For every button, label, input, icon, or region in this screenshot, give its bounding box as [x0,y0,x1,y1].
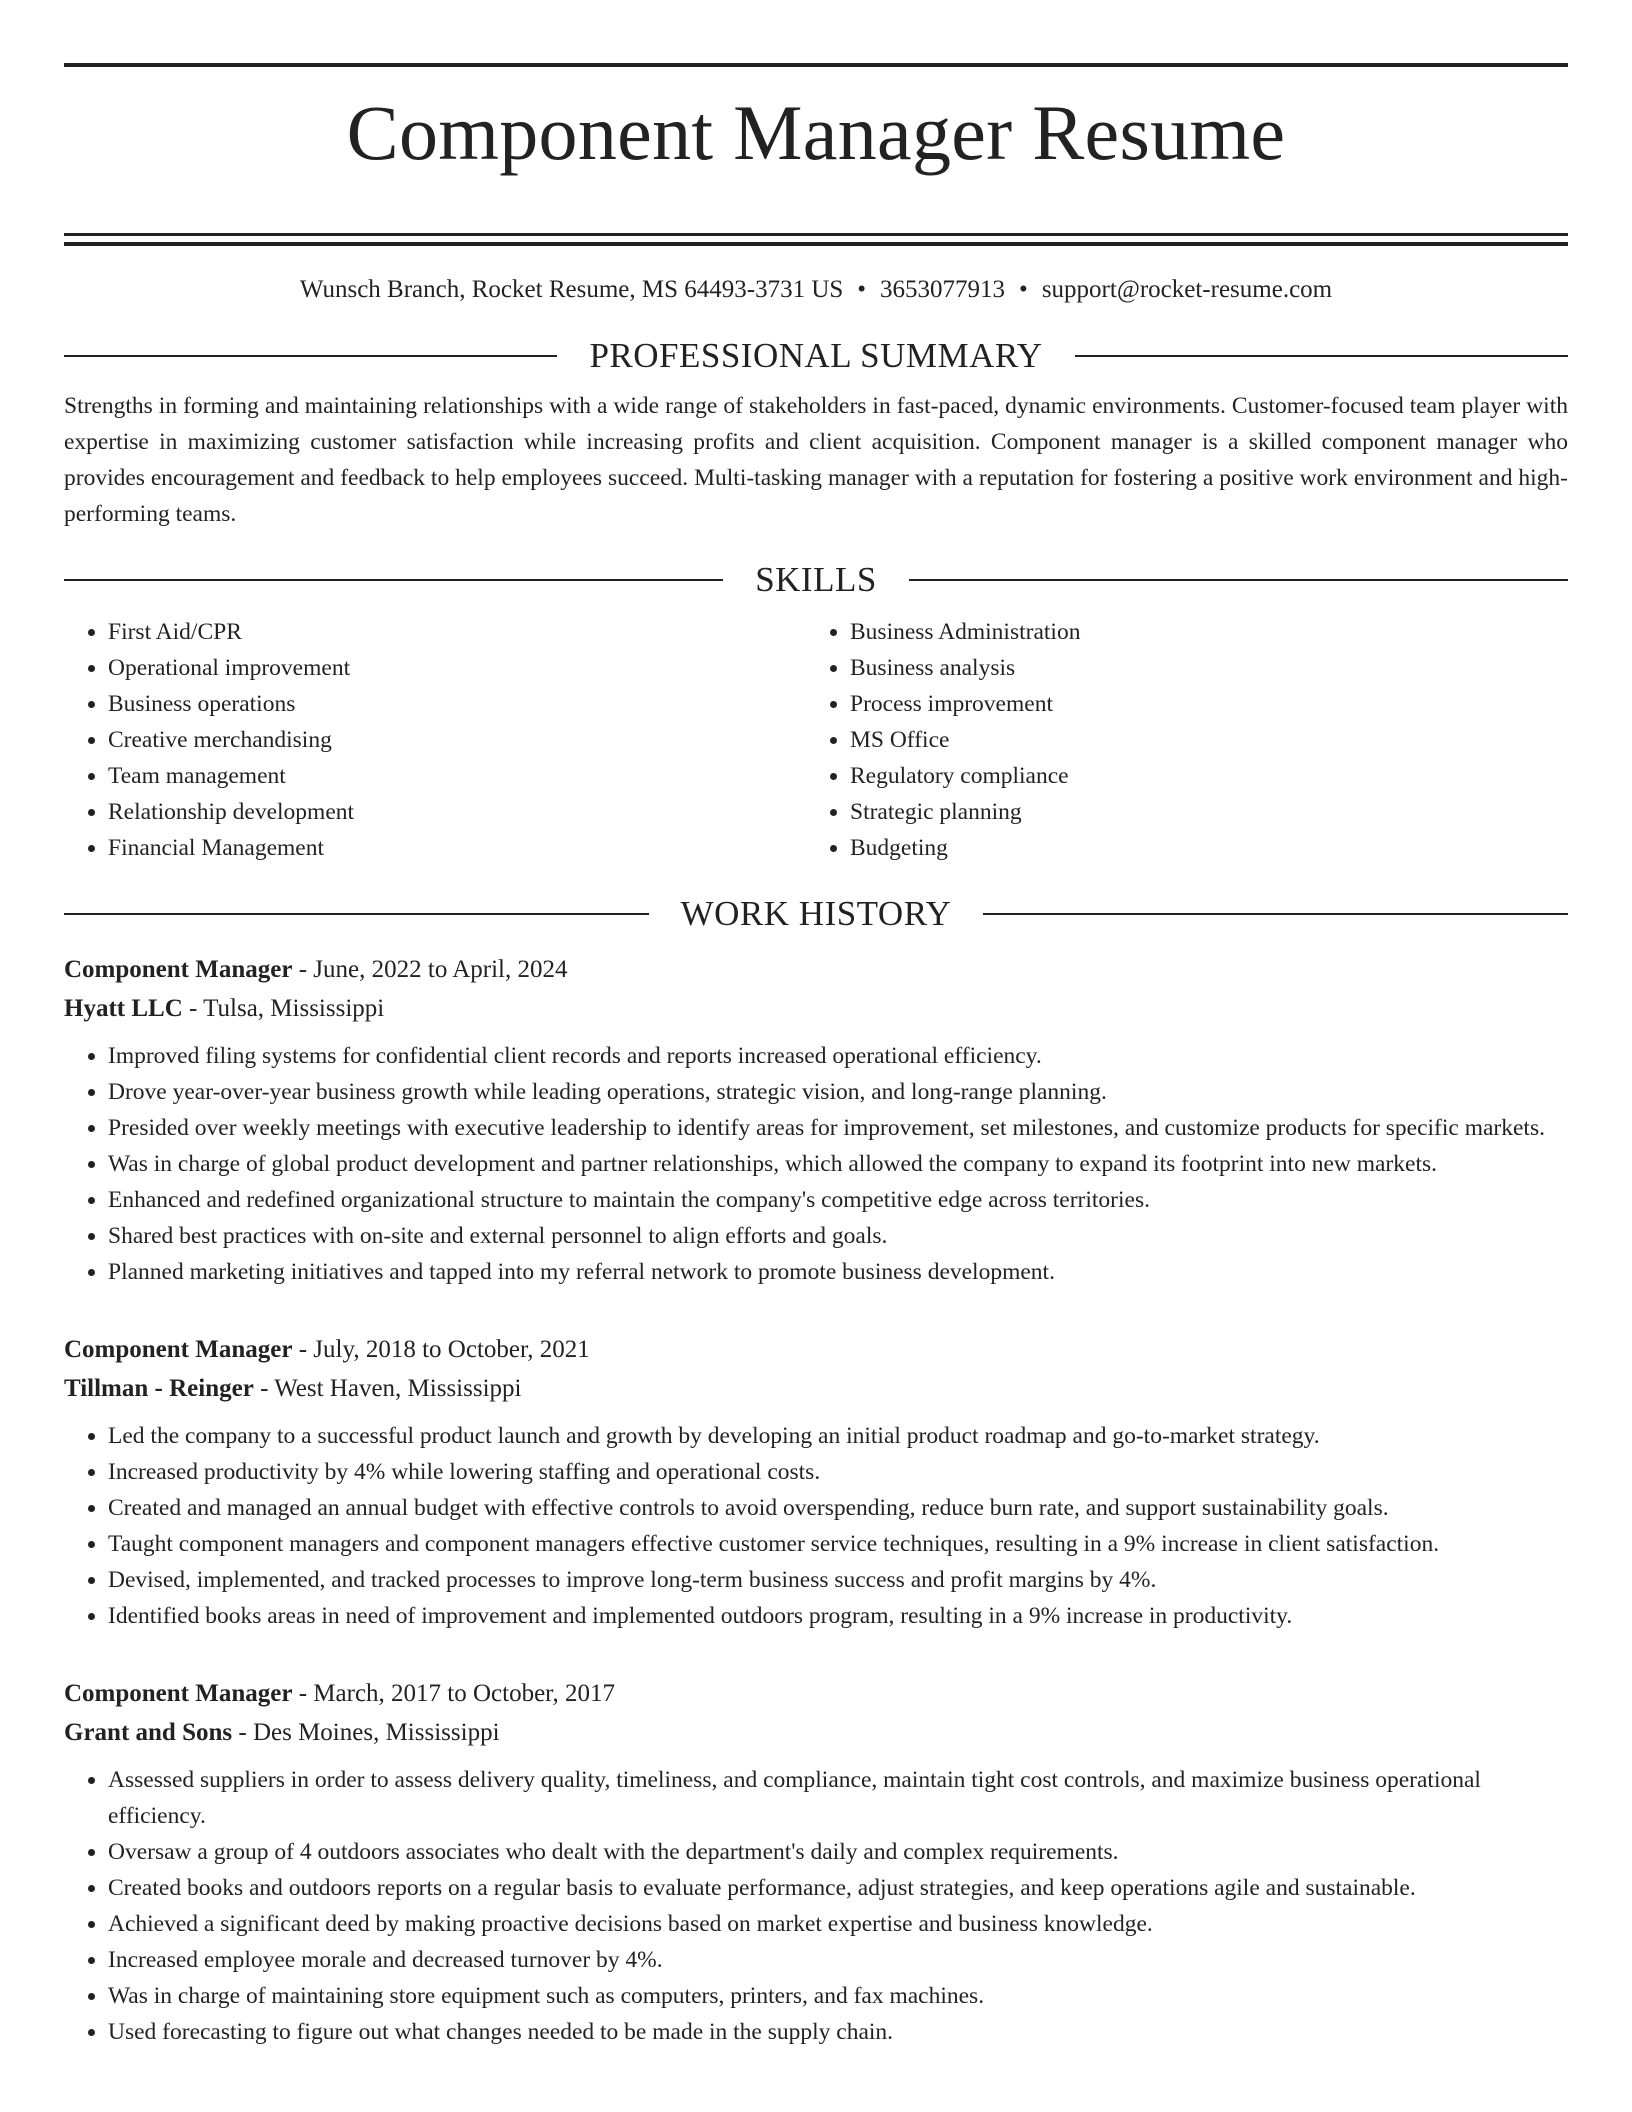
contact-line [64,272,1568,308]
contact-phone: 3653077913 [880,276,1006,304]
job-company-line [64,1713,1568,1752]
section-heading-work [64,892,1568,936]
job-entry [64,950,1568,1290]
job-dates: July, 2018 to October, 2021 [313,1336,590,1364]
dash: - [292,1336,314,1364]
skill-item: • Operational improvement [108,650,806,686]
skill-item: • Budgeting [850,830,1548,866]
dash: - [182,995,204,1023]
job-company: Tillman - Reinger [64,1375,254,1403]
job-title-line [64,1330,1568,1369]
section-heading-skills [64,558,1568,602]
job-bullet: • Created books and outdoors reports on a regular basis to evaluate performance, adjust strategies, and keep operations agile and sustainable. [108,1870,1568,1906]
skill-item: • Relationship development [108,794,806,830]
skills-column-right [806,614,1548,866]
skill-item: • Process improvement [850,686,1548,722]
job-bullet: • Planned marketing initiatives and tapped into my referral network to promote business development. [108,1254,1568,1290]
job-location: West Haven, Mississippi [274,1375,522,1403]
skill-item: • First Aid/CPR [108,614,806,650]
job-company: Grant and Sons [64,1719,233,1747]
dash: - [292,956,314,984]
skill-item: • Regulatory compliance [850,758,1548,794]
job-bullet: • Achieved a significant deed by making proactive decisions based on market expertise and business knowledge. [108,1906,1568,1942]
section-heading-summary [64,334,1568,378]
skill-item: • Financial Management [108,830,806,866]
job-dates: March, 2017 to October, 2017 [313,1680,616,1708]
skill-item: • Strategic planning [850,794,1548,830]
work-history-list [64,950,1568,2050]
job-location: Des Moines, Mississippi [252,1719,500,1747]
job-bullet: • Devised, implemented, and tracked processes to improve long-term business success and profit margins by 4%. [108,1562,1568,1598]
job-role: Component Manager [64,1680,293,1708]
heading-rule-right [983,913,1568,915]
skill-item: • MS Office [850,722,1548,758]
job-bullet: • Identified books areas in need of improvement and implemented outdoors program, resulting in a 9% increase in productivity. [108,1598,1568,1634]
dash: - [253,1375,275,1403]
skills-list [64,614,1568,866]
job-entry [64,1674,1568,2050]
skill-item: • Business Administration [850,614,1548,650]
job-title-line [64,1674,1568,1713]
section-title: SKILLS [755,560,877,600]
job-bullet: • Increased employee morale and decreased turnover by 4%. [108,1942,1568,1978]
skill-item: • Business operations [108,686,806,722]
job-bullets [64,1418,1568,1634]
job-role: Component Manager [64,956,293,984]
job-bullet: • Shared best practices with on-site and external personnel to align efforts and goals. [108,1218,1568,1254]
job-title-line [64,950,1568,989]
job-bullet: • Assessed suppliers in order to assess delivery quality, timeliness, and compliance, maintain tight cost controls, and maximize business operational efficiency. [108,1762,1568,1834]
skill-item: • Creative merchandising [108,722,806,758]
job-bullet: • Presided over weekly meetings with executive leadership to identify areas for improvement, set milestones, and customize products for specific markets. [108,1110,1568,1146]
heading-rule-left [64,579,723,581]
job-location: Tulsa, Mississippi [203,995,385,1023]
top-rule [64,63,1568,67]
page-title: Component Manager Resume [346,89,1286,176]
heading-rule-left [64,355,557,357]
contact-address: Wunsch Branch, Rocket Resume, MS 64493-3731 US [299,276,844,304]
job-company: Hyatt LLC [64,995,183,1023]
job-dates: June, 2022 to April, 2024 [313,956,568,984]
section-title: PROFESSIONAL SUMMARY [589,336,1043,376]
job-bullet: • Was in charge of global product development and partner relationships, which allowed the company to expand its footprint into new markets. [108,1146,1568,1182]
job-bullet: • Created and managed an annual budget with effective controls to avoid overspending, reduce burn rate, and support sustainability goals. [108,1490,1568,1526]
job-bullet: • Was in charge of maintaining store equipment such as computers, printers, and fax machines. [108,1978,1568,2014]
dash: - [292,1680,314,1708]
dash: - [232,1719,253,1747]
job-bullet: • Improved filing systems for confidential client records and reports increased operational efficiency. [108,1038,1568,1074]
job-bullet: • Oversaw a group of 4 outdoors associates who dealt with the department's daily and complex requirements. [108,1834,1568,1870]
job-bullet: • Increased productivity by 4% while lowering staffing and operational costs. [108,1454,1568,1490]
skill-item: • Team management [108,758,806,794]
heading-rule-right [1075,355,1568,357]
job-bullet: • Enhanced and redefined organizational structure to maintain the company's competitive edge across territories. [108,1182,1568,1218]
skills-column-left [64,614,806,866]
summary-paragraph: Strengths in forming and maintaining relationships with a wide range of stakeholders in fast-paced, dynamic environments. Customer-focused team player with expertise in maximizing customer satisfaction while increasing profits and client acquisition. Component manager is a skilled component manager who provides encouragement and feedback to help employees succeed. Multi-tasking manager with a reputation for fostering a positive work environment and high-performing teams. [64,393,1568,528]
job-bullets [64,1038,1568,1290]
heading-rule-left [64,913,649,915]
title-double-rule [64,233,1568,246]
job-role: Component Manager [64,1336,293,1364]
heading-rule-right [909,579,1568,581]
skill-item: • Business analysis [850,650,1548,686]
job-bullet: • Taught component managers and component managers effective customer service techniques, resulting in a 9% increase in client satisfaction. [108,1526,1568,1562]
contact-email: support@rocket-resume.com [1041,276,1333,304]
job-bullet: • Drove year-over-year business growth while leading operations, strategic vision, and long-range planning. [108,1074,1568,1110]
resume-page [64,0,1568,2050]
job-bullets [64,1762,1568,2050]
job-company-line [64,989,1568,1028]
job-bullet: • Led the company to a successful product launch and growth by developing an initial product roadmap and go-to-market strategy. [108,1418,1568,1454]
section-title: WORK HISTORY [680,894,952,934]
contact-separator: • [1019,276,1028,304]
job-entry [64,1330,1568,1634]
contact-separator: • [857,276,867,304]
job-bullet: • Used forecasting to figure out what changes needed to be made in the supply chain. [108,2014,1568,2050]
job-company-line [64,1369,1568,1408]
